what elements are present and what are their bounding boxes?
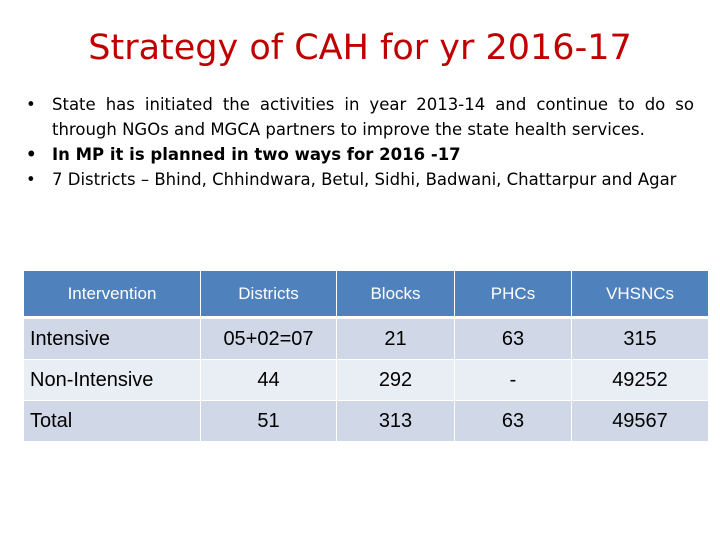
header-blocks: Blocks (337, 271, 455, 319)
table-cell: 63 (455, 401, 572, 442)
slide-title: Strategy of CAH for yr 2016-17 (88, 28, 632, 68)
table-cell: 315 (572, 319, 708, 360)
table-cell: 51 (201, 401, 337, 442)
table-row (24, 319, 708, 360)
header-vhsncs: VHSNCs (572, 271, 708, 319)
table-row (24, 360, 708, 401)
table-cell: 313 (337, 401, 455, 442)
bullet-item: • 7 Districts – Bhind, Chhindwara, Betul, Sidhi, Badwani, Chattarpur and Agar (24, 167, 694, 192)
bullet-list (24, 92, 694, 192)
table-cell: 49252 (572, 360, 708, 401)
header-phcs: PHCs (455, 271, 572, 319)
header-districts: Districts (201, 271, 337, 319)
intervention-table (24, 271, 708, 442)
table-cell: - (455, 360, 572, 401)
header-intervention: Intervention (24, 271, 201, 319)
table-cell: 49567 (572, 401, 708, 442)
table-cell: Non-Intensive (24, 360, 201, 401)
bullet-item: • In MP it is planned in two ways for 2016 -17 (24, 142, 694, 167)
table-cell: 05+02=07 (201, 319, 337, 360)
table-cell: Intensive (24, 319, 201, 360)
table-cell: 63 (455, 319, 572, 360)
table-cell: 21 (337, 319, 455, 360)
table-row (24, 401, 708, 442)
bullet-item: • State has initiated the activities in year 2013-14 and continue to do so through NGOs and MGCA partners to improve the state health services. (24, 92, 694, 142)
table-header-row (24, 271, 708, 319)
table-cell: 44 (201, 360, 337, 401)
table-cell: 292 (337, 360, 455, 401)
table-cell: Total (24, 401, 201, 442)
